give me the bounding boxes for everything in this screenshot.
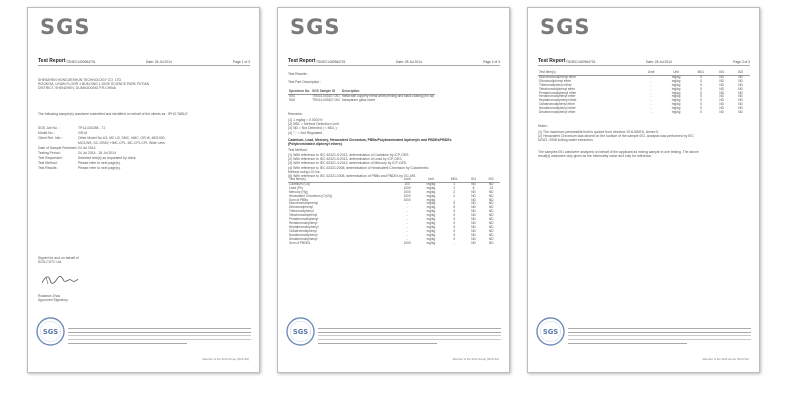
- sgs-logo: SGS: [40, 15, 91, 39]
- table-cell: mg/kg: [671, 86, 681, 91]
- results-table: [288, 178, 500, 245]
- table-cell: SN1: [289, 93, 296, 98]
- text-line: (2) Hexavalent Chromium was absent on the surface of the sample 001. Analysis was performed by IEC: [538, 134, 694, 139]
- table-cell: Octabromobiphenyl: [289, 228, 317, 233]
- table-cell: mg/kg: [671, 82, 681, 87]
- table-cell: mg/kg: [426, 193, 436, 198]
- report-page-2: [277, 7, 510, 373]
- table-cell: mg/kg: [426, 185, 436, 190]
- table-cell: 5: [700, 106, 702, 111]
- table-cell: ND: [738, 86, 743, 91]
- table-cell: -: [650, 74, 652, 79]
- field-row: [38, 141, 165, 145]
- table-row: [538, 111, 750, 115]
- remarks-title: Remarks :: [288, 112, 304, 116]
- signatory-block: [38, 294, 68, 302]
- table-cell: mg/kg: [426, 224, 436, 229]
- sgs-logo: SGS: [290, 15, 341, 39]
- field-value: Please refer to next page(s).: [78, 166, 121, 170]
- table-cell: ND: [471, 220, 476, 225]
- table-cell: Hexabromodiphenyl ether: [539, 94, 576, 99]
- table-cell: -: [406, 209, 408, 214]
- table-row: [288, 242, 500, 246]
- text-line: Method using UV-Vis.: [288, 169, 321, 174]
- table-cell: Tetrabromobiphenyl: [289, 213, 317, 218]
- table-cell: mg/kg: [426, 205, 436, 210]
- table-cell: Monobromobiphenyl: [289, 201, 318, 206]
- column-header: 001: [712, 71, 731, 75]
- table-cell: 2: [453, 189, 456, 194]
- address-line: SHENZHEN HONGJIESHUN TECHNOLOGY CO. LTD.: [38, 78, 122, 82]
- table-cell: ND: [488, 232, 494, 237]
- table-cell: ND: [488, 181, 494, 186]
- svg-text:SGS: SGS: [542, 327, 559, 336]
- table-cell: ND: [738, 78, 743, 83]
- table-cell: 5: [453, 236, 456, 241]
- table-cell: ND: [471, 224, 476, 229]
- table-cell: -: [406, 232, 408, 237]
- field-value: 24 Jul 2014 - 28 Jul 2014: [78, 151, 117, 155]
- table-cell: -: [650, 102, 652, 107]
- footer-note: Member of the SGS Group (SGS SA): [702, 357, 749, 361]
- table-cell: ND: [488, 197, 494, 202]
- table-cell: -: [650, 82, 652, 87]
- table-cell: 8: [472, 185, 475, 190]
- table-cell: Mercury (Hg): [289, 189, 308, 194]
- sgs-logo: SGS: [540, 15, 591, 39]
- table-cell: Decabromodiphenyl ether: [539, 110, 576, 115]
- table-cell: ND: [471, 193, 476, 198]
- column-header: Test Item(s): [288, 178, 396, 182]
- table-cell: ND: [738, 110, 743, 115]
- table-cell: mg/kg: [671, 94, 681, 99]
- field-label: Test Results :: [38, 166, 59, 170]
- report-page-3: [527, 7, 760, 373]
- table-cell: mg/kg: [426, 236, 436, 241]
- field-label: SGS Job No. :: [38, 126, 60, 130]
- table-cell: ND: [488, 205, 494, 210]
- table-cell: 5: [453, 205, 456, 210]
- table-cell: ND: [738, 98, 743, 103]
- table-cell: -: [650, 90, 652, 95]
- page-number: Page 2 of 3: [483, 59, 500, 64]
- report-date: Date: 28 Jul 2014: [146, 59, 172, 64]
- table-cell: 5: [700, 110, 702, 115]
- signature-image: [40, 274, 80, 286]
- table-cell: 1000: [403, 185, 411, 190]
- column-header: Test Item(s): [538, 71, 640, 75]
- signed-line: Signed for and on behalf of: [38, 256, 79, 260]
- table-cell: Sum of PBBs: [289, 197, 308, 202]
- statement-line: result(s) was/were only given as the informality value and only for reference.: [538, 154, 653, 159]
- report-page-1: [27, 7, 260, 373]
- field-row: [38, 161, 121, 165]
- table-cell: Octabromodiphenyl ether: [539, 102, 575, 107]
- table-cell: transparent glass sheet: [341, 97, 376, 102]
- table-cell: Pentabromodiphenyl ether: [539, 90, 577, 95]
- table-cell: mg/kg: [426, 213, 436, 218]
- table-cell: -: [406, 224, 408, 229]
- table-cell: Nonabromobiphenyl: [289, 232, 318, 237]
- field-value: GR-M: [78, 131, 88, 135]
- table-cell: mg/kg: [671, 98, 681, 103]
- table-cell: ND: [471, 181, 476, 186]
- table-cell: 5: [700, 74, 702, 79]
- table-cell: ND: [488, 189, 494, 194]
- table-cell: ND: [719, 90, 724, 95]
- table-cell: ND: [471, 205, 476, 210]
- table-cell: ND: [488, 236, 494, 241]
- report-title: Test Report: [38, 58, 66, 64]
- field-label: Client Ref. Info. :: [38, 136, 64, 140]
- table-cell: SN2: [289, 97, 296, 102]
- sgs-seal-icon: [286, 317, 315, 346]
- text-line: (4) With reference to IEC 62321:2008, determination of Hexavalent Chromium by Colorimetric: [288, 165, 429, 170]
- footer-note: Member of the SGS Group (SGS SA): [202, 357, 249, 361]
- table-cell: ND: [738, 102, 743, 107]
- table-cell: Tribromodiphenyl ether: [539, 82, 572, 87]
- report-header: [538, 58, 750, 66]
- table-cell: TSN14-003407.001: [312, 93, 340, 98]
- table-cell: ND: [471, 217, 476, 222]
- table-cell: ND: [471, 240, 476, 245]
- report-date: Date: 28 Jul 2014: [396, 59, 422, 64]
- report-title: Test Report: [538, 58, 566, 64]
- field-value: TP14-034286 - TJ: [78, 126, 106, 130]
- table-cell: ND: [738, 106, 743, 111]
- table-cell: -: [406, 217, 408, 222]
- table-cell: ND: [719, 94, 724, 99]
- table-cell: ND: [719, 98, 724, 103]
- table-cell: TSN14-003407.002: [312, 97, 340, 102]
- table-cell: ND: [719, 74, 724, 79]
- text-line: (3) With reference to IEC 62321-4:2013, determination of Mercury by ICP-OES.: [288, 161, 408, 166]
- table-cell: 2: [453, 181, 456, 186]
- table-cell: mg/kg: [426, 228, 436, 233]
- table-cell: 5: [453, 201, 456, 206]
- table-cell: mg/kg: [671, 74, 681, 79]
- table-cell: metal with coppery metal white printing and black coating (rim all): [341, 93, 435, 98]
- table-cell: 5: [453, 209, 456, 214]
- column-header: 001: [465, 178, 483, 182]
- table-cell: ND: [488, 240, 494, 245]
- table-cell: ND: [471, 209, 476, 214]
- table-cell: 5: [700, 94, 702, 99]
- table-cell: 5: [453, 213, 456, 218]
- field-row: [38, 156, 136, 160]
- table-cell: 5: [453, 224, 456, 229]
- table-cell: ND: [738, 74, 743, 79]
- field-row: [38, 136, 165, 140]
- report-date: Date: 28 Jul 2014: [646, 59, 672, 64]
- table-cell: ND: [488, 217, 494, 222]
- table-cell: mg/kg: [426, 209, 436, 214]
- table-cell: mg/kg: [671, 78, 681, 83]
- text-line: (1) With reference to IEC 62321-5:2013, determination of Cadmium by ICP-OES.: [288, 153, 410, 157]
- text-line: (5) With reference to IEC 62321:2008, determination of PBBs and PBDEs by GC-MS.: [288, 174, 417, 178]
- table-cell: mg/kg: [426, 181, 436, 186]
- field-row: [38, 126, 105, 130]
- table-cell: 5: [700, 86, 702, 91]
- table-cell: 5: [453, 220, 456, 225]
- report-number: TSNEC1400964701: [66, 59, 96, 64]
- table-cell: -: [650, 78, 652, 83]
- text-line: (1) The maximum permissible limit is quoted from directive 2011/65/EU, Annex II.: [538, 130, 660, 134]
- table-cell: ND: [471, 236, 476, 241]
- field-label: Testing Period :: [38, 151, 62, 155]
- table-cell: ND: [488, 213, 494, 218]
- table-cell: ND: [719, 110, 724, 115]
- table-cell: Lead (Pb): [289, 185, 303, 190]
- table-cell: -: [650, 98, 652, 103]
- table-cell: ND: [471, 232, 476, 237]
- field-label: Test Requested :: [38, 156, 64, 160]
- report-number: TSNEC1400964701: [566, 59, 596, 64]
- table-cell: ND: [738, 90, 743, 95]
- table-cell: mg/kg: [671, 90, 681, 95]
- table-cell: Tetrabromodiphenyl ether: [539, 86, 576, 91]
- table-cell: -: [453, 240, 455, 245]
- table-cell: Dibromobiphenyl: [289, 205, 313, 210]
- table-cell: ND: [719, 82, 724, 87]
- table-cell: -: [453, 197, 455, 202]
- field-row: [38, 146, 96, 150]
- table-cell: 1000: [403, 240, 411, 245]
- table-cell: Decabromobiphenyl: [289, 236, 318, 241]
- table-cell: mg/kg: [426, 189, 436, 194]
- test-section-title: [288, 138, 451, 146]
- field-label: Date of Sample Received :: [38, 146, 79, 150]
- table-cell: ND: [471, 189, 476, 194]
- table-cell: -: [406, 220, 408, 225]
- table-cell: ND: [719, 102, 724, 107]
- table-cell: 100: [404, 181, 410, 186]
- table-cell: Heptabromobiphenyl: [289, 224, 319, 229]
- page-number: Page 1 of 3: [233, 59, 250, 64]
- statement-block: [538, 150, 699, 158]
- table-cell: 5: [453, 217, 456, 222]
- table-cell: Dibromodiphenyl ether: [539, 78, 572, 83]
- report-number: TSNEC1400964701: [316, 59, 346, 64]
- field-label: Model No. :: [38, 131, 56, 135]
- table-cell: ND: [719, 78, 724, 83]
- table-cell: Sum of PBDEs: [289, 240, 311, 245]
- report-footer: [318, 328, 501, 347]
- text-line: (1) 1 mg/kg = 0.0001%: [288, 118, 323, 122]
- report-header: [288, 58, 500, 66]
- field-value: Other Model No:U3, MC U3, SMC, HMC, GR-W, MD1000,: [78, 136, 166, 140]
- report-title: Test Report: [288, 58, 316, 64]
- table-cell: Heptabromodiphenyl ether: [539, 98, 577, 103]
- intro-text: The following sample(s) was/were submitted and identified on behalf of the clients as : IPHO TABLE: [38, 112, 188, 116]
- table-cell: Monobromodiphenyl ether: [539, 74, 577, 79]
- notes-title: Notes :: [538, 124, 549, 128]
- table-cell: ND: [471, 197, 476, 202]
- table-cell: mg/kg: [671, 102, 681, 107]
- column-header: Unit: [662, 71, 690, 75]
- signed-line: SGS-CSTC Ltd.: [38, 260, 63, 265]
- text-line: (2) With reference to IEC 62321-5:2013, determination of Lead by ICP-OES.: [288, 157, 403, 162]
- column-header: Specimen No.: [289, 89, 311, 93]
- table-cell: mg/kg: [426, 201, 436, 206]
- table-cell: -: [650, 86, 652, 91]
- table-cell: -: [406, 236, 408, 241]
- test-title-line: (Polybrominated diphenyl ethers): [288, 142, 342, 147]
- table-cell: Hexavalent Chromium (Cr(VI)): [289, 193, 333, 198]
- test-part-label: Test Part Description :: [288, 80, 322, 84]
- column-header: Description: [341, 90, 435, 94]
- table-cell: -: [650, 106, 652, 111]
- table-cell: 2: [453, 185, 456, 190]
- table-cell: -: [650, 110, 652, 115]
- statement-line: The samples 001 was/were analyzed on behalf of the applicant as mixing sample in one testing. The above: [538, 150, 699, 154]
- table-cell: 13: [489, 185, 493, 190]
- table-cell: ND: [471, 213, 476, 218]
- table-cell: ND: [719, 106, 724, 111]
- table-cell: Nonabromodiphenyl ether: [539, 106, 576, 111]
- signatory-name: Rodance Zhou: [38, 294, 61, 298]
- report-footer: [568, 328, 751, 347]
- sgs-seal-icon: [36, 317, 65, 346]
- table-cell: 1000: [403, 193, 411, 198]
- table-cell: mg/kg: [426, 232, 436, 237]
- text-line: (4) "-" = Not Regulated: [288, 130, 323, 135]
- table-cell: -: [406, 201, 408, 206]
- table-cell: Hexabromobiphenyl: [289, 220, 318, 225]
- table-cell: 5: [700, 82, 702, 87]
- table-cell: ND: [488, 220, 494, 225]
- table-cell: ND: [719, 86, 724, 91]
- table-cell: ND: [471, 228, 476, 233]
- table-cell: ND: [488, 193, 494, 198]
- table-cell: mg/kg: [671, 106, 681, 111]
- column-header: Unit: [418, 178, 444, 182]
- table-row: [288, 99, 435, 103]
- column-header: SGS Sample ID: [311, 90, 341, 94]
- svg-text:SGS: SGS: [292, 327, 309, 336]
- signed-block: [38, 256, 79, 264]
- table-cell: ND: [488, 228, 494, 233]
- table-cell: ND: [488, 209, 494, 214]
- report-footer: [68, 328, 251, 347]
- column-header: 002: [731, 71, 750, 75]
- text-line: (2) MDL = Method Detection Limit: [288, 122, 339, 127]
- results-table: [538, 71, 750, 115]
- table-cell: Cadmium (Cd): [289, 181, 310, 186]
- text-line: 62321 :2008 boiling water extraction.: [538, 138, 594, 143]
- table-cell: ND: [471, 201, 476, 206]
- test-title-line: Cadmium, Lead, Mercury, Hexavalent Chromium, PBBs/Polybrominated biphenyls and PBDEs/PBDEs: [288, 138, 452, 142]
- table-cell: mg/kg: [426, 240, 436, 245]
- sgs-seal-icon: [536, 317, 565, 346]
- client-address: [38, 78, 149, 90]
- table-cell: 2: [453, 193, 456, 198]
- field-row: [38, 131, 87, 135]
- field-value: 24 Jul 2014: [78, 146, 96, 150]
- svg-text:SGS: SGS: [42, 327, 59, 336]
- text-line: (3) ND = Not Detected ( < MDL ): [288, 126, 337, 131]
- page-number: Page 3 of 3: [733, 59, 750, 64]
- table-cell: 5: [700, 90, 702, 95]
- table-cell: mg/kg: [426, 220, 436, 225]
- table-cell: 5: [700, 102, 702, 107]
- column-header: Limit: [396, 178, 418, 182]
- table-cell: -: [650, 94, 652, 99]
- test-results-label: Test Results :: [288, 72, 309, 76]
- address-line: ROOM 5A, LINAN FLOOR 1 BUILDING 1 DIGE SCIENCE PARK FUTIAN: [38, 82, 150, 87]
- field-label: Test Method :: [38, 161, 59, 165]
- column-header: 002: [482, 178, 500, 182]
- column-header: MDL: [690, 71, 712, 75]
- table-cell: 1000: [403, 197, 411, 202]
- report-header: [38, 58, 250, 66]
- table-cell: ND: [488, 224, 494, 229]
- field-value: MC3-W5, GC-GRAY, HMC-CPL, MC-CPL,CPL Wide Lens: [78, 141, 165, 145]
- field-row: [38, 151, 116, 155]
- method-label: Test Method :: [288, 148, 309, 152]
- field-row: [38, 166, 121, 170]
- table-cell: mg/kg: [671, 110, 681, 115]
- table-cell: mg/kg: [426, 197, 436, 202]
- table-cell: -: [406, 205, 408, 210]
- table-cell: -: [406, 228, 408, 233]
- specimen-table: [288, 90, 435, 103]
- field-value: Selected test(s) as requested by client.: [78, 156, 137, 160]
- table-cell: ND: [738, 94, 743, 99]
- table-cell: 5: [453, 232, 456, 237]
- table-cell: ND: [488, 201, 494, 206]
- address-line: DISTRICT, SHENZHEN, GUANGDONG P.R.CHINA: [38, 86, 116, 91]
- table-cell: Pentabromobiphenyl: [289, 217, 319, 222]
- column-header: MDL: [444, 178, 465, 182]
- footer-note: Member of the SGS Group (SGS SA): [452, 357, 499, 361]
- table-cell: Tribromobiphenyl: [289, 209, 314, 214]
- field-value: Please refer to next page(s).: [78, 161, 121, 165]
- table-cell: 5: [700, 78, 702, 83]
- column-header: Limit: [640, 71, 662, 75]
- table-cell: 5: [453, 228, 456, 233]
- table-cell: 1000: [403, 189, 411, 194]
- table-cell: ND: [738, 82, 743, 87]
- table-cell: mg/kg: [426, 217, 436, 222]
- table-cell: -: [406, 213, 408, 218]
- signatory-role: Approved Signatory: [38, 298, 68, 303]
- table-cell: 5: [700, 98, 702, 103]
